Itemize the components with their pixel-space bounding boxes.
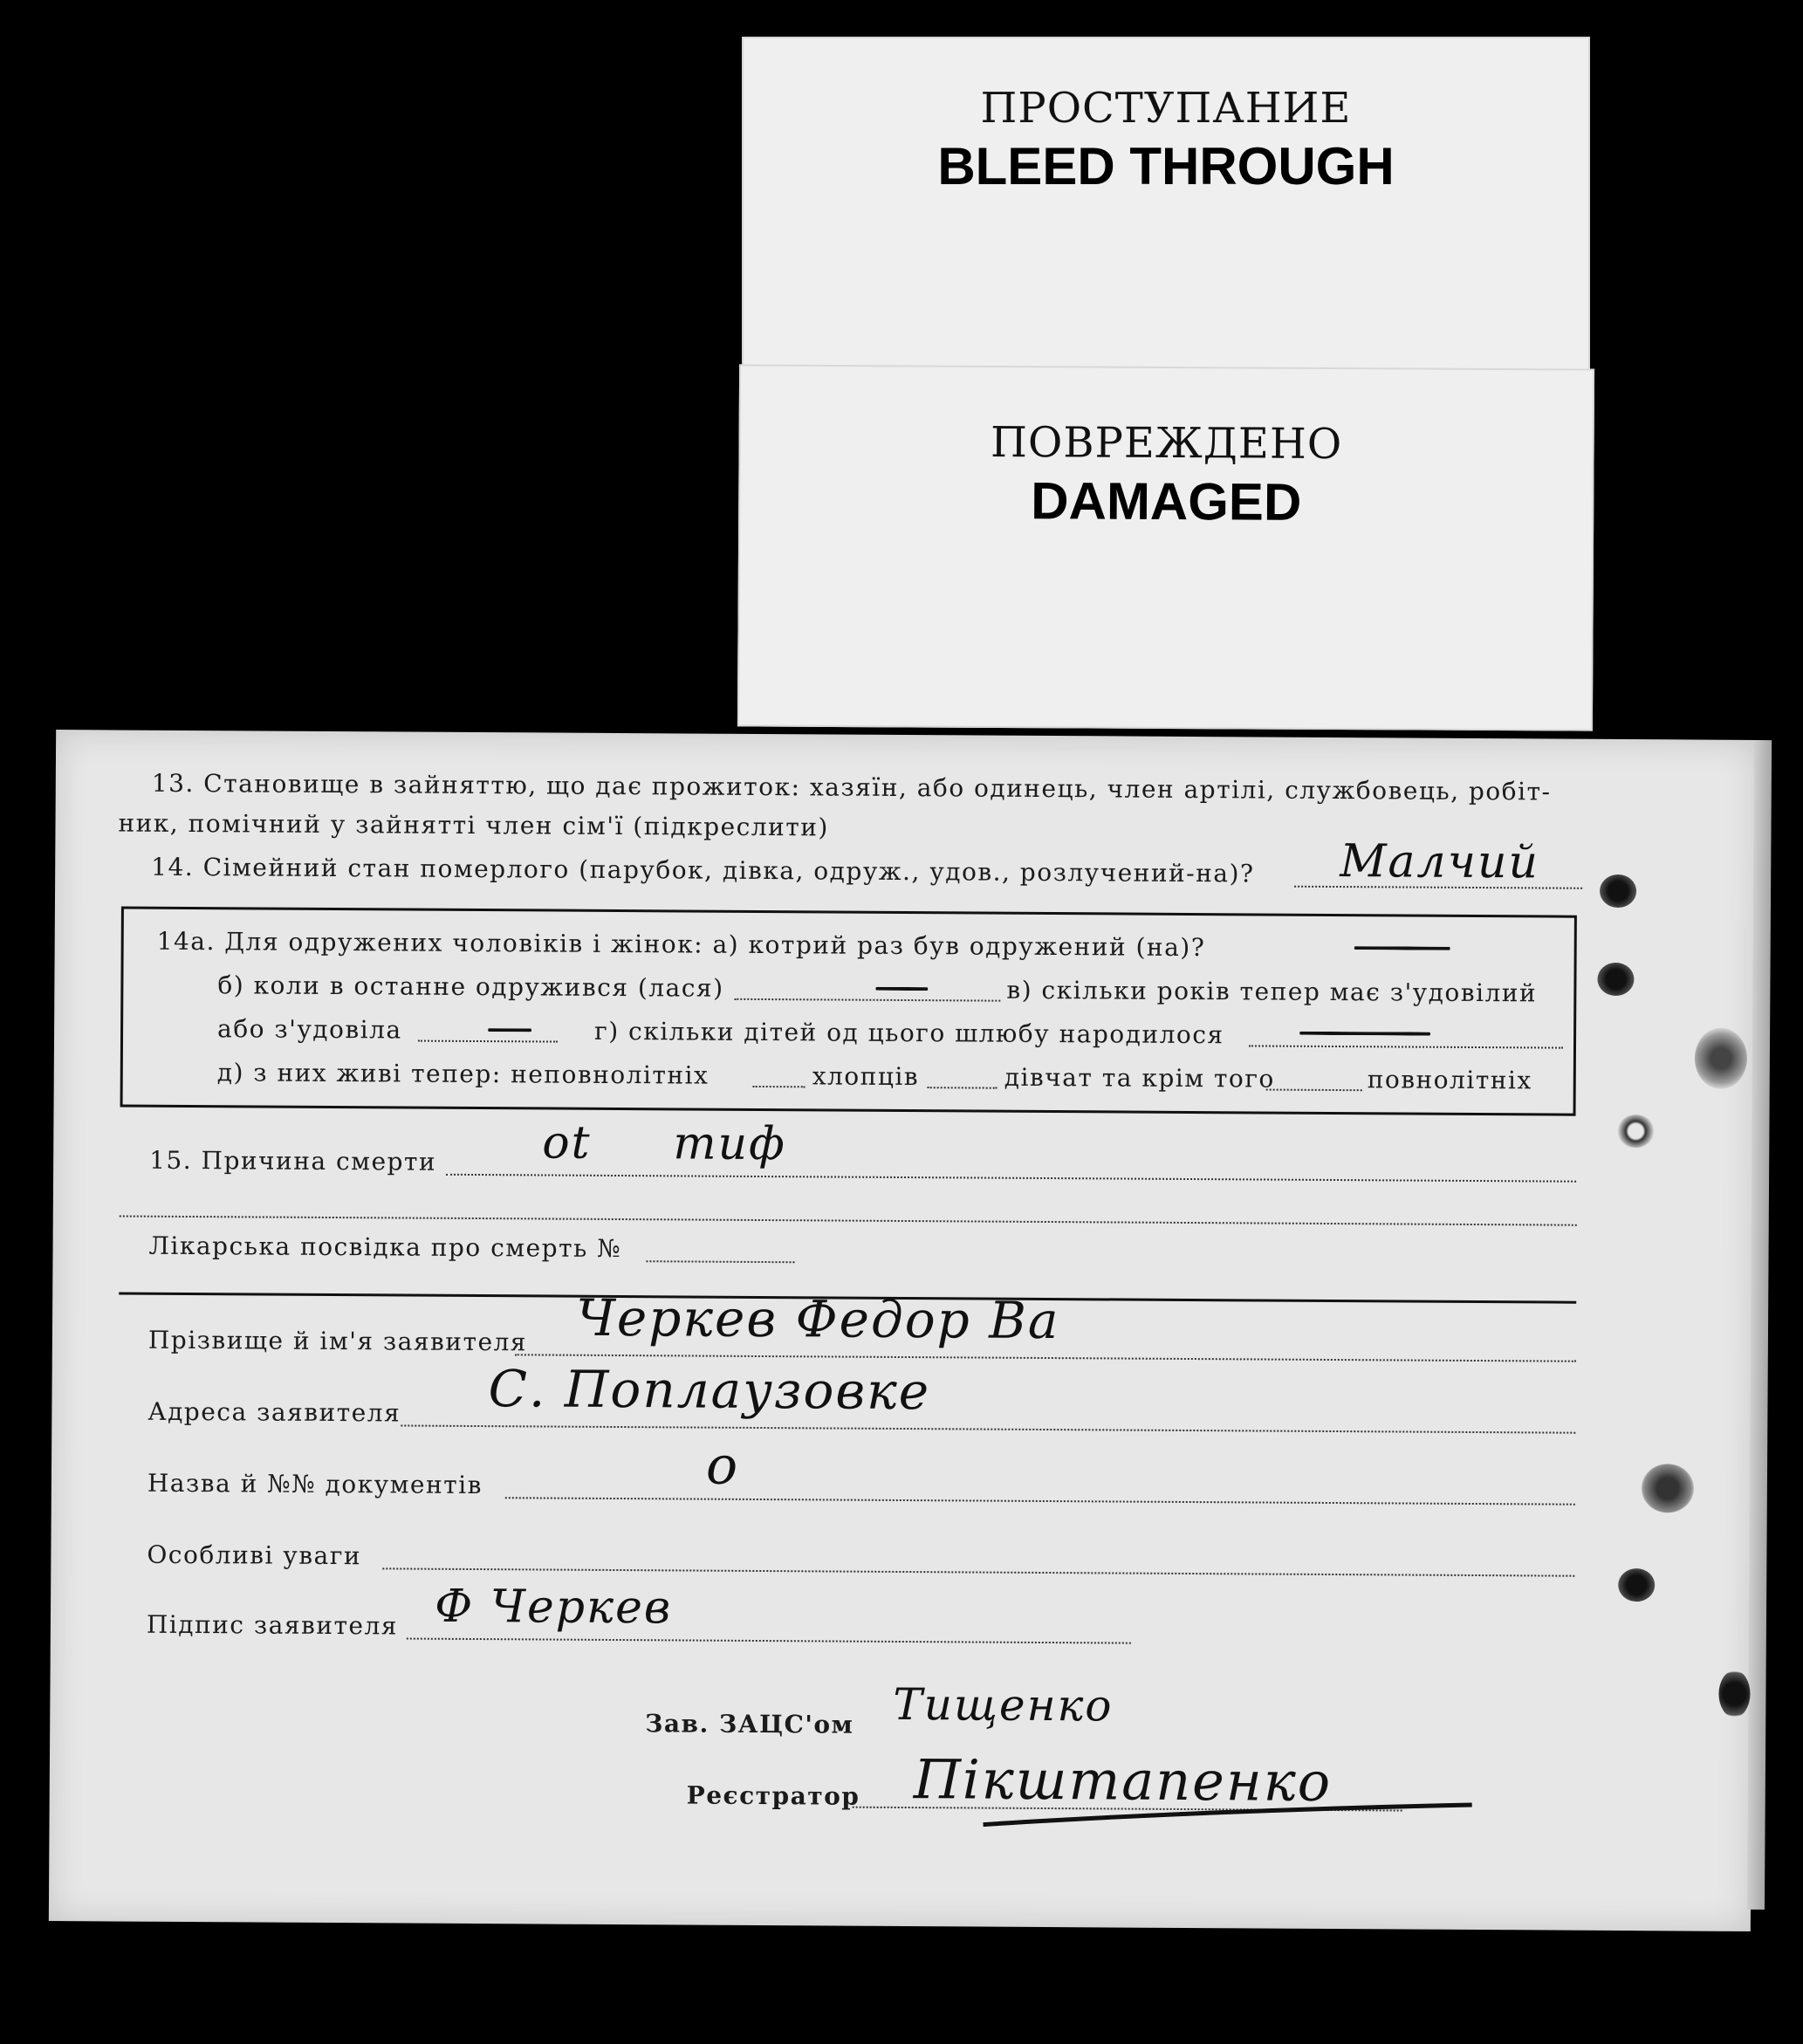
dots: [418, 1040, 558, 1043]
applicant-address-value: С. Поплаузовке: [488, 1359, 931, 1422]
card-edge: [1747, 740, 1772, 1910]
binding-hole: [1600, 875, 1636, 908]
q14a-line2b: в) скільки років тепер має з'удовілий: [1006, 975, 1538, 1008]
signature-label: Підпис заявителя: [146, 1609, 399, 1641]
q15-value-2: тиф: [673, 1117, 786, 1171]
q14-label: 14. Сімейний стан померлого (парубок, дівка, одруж., удов., розлучений-на)?: [151, 852, 1255, 888]
q14a-dash-v: [488, 1028, 531, 1032]
q13-line2: ник, помічний у зайнятті член сім'ї (підкреслити): [118, 808, 829, 842]
registrar-signature: Пікштапенко: [913, 1747, 1333, 1814]
slip-ru-text: ПОВРЕЖДЕНО: [990, 417, 1343, 470]
applicant-address-label: Адреса заявителя: [147, 1396, 401, 1428]
applicant-address-dots: [401, 1424, 1575, 1433]
damaged-slip: [737, 364, 1594, 730]
slip-ru-text: ПРОСТУПАНИЕ: [980, 84, 1352, 133]
q14a-box: [120, 907, 1577, 1116]
dots: [734, 998, 1000, 1002]
applicant-name-value: Черкев Федор Ва: [575, 1287, 1060, 1351]
applicant-signature: Ф Черкев: [434, 1580, 673, 1635]
documents-dots: [505, 1497, 1575, 1505]
registrar-label: Реєстратор: [686, 1780, 860, 1811]
q14a-line3b: г) скільки дітей од цього шлюбу народилося: [593, 1016, 1224, 1050]
q14a-line4c: дівчат та крім того: [1004, 1062, 1275, 1094]
notes-label: Особливі уваги: [147, 1540, 362, 1571]
stain: [1695, 1028, 1747, 1089]
q15-value: ot: [542, 1116, 592, 1169]
q14a-line4d: повнолітніх: [1367, 1065, 1532, 1095]
q14a-dash-b: [875, 987, 928, 991]
documents-label: Назва й №№ документів: [147, 1468, 483, 1500]
dots: [928, 1087, 997, 1088]
head-label: Зав. ЗАЦС'ом: [645, 1709, 854, 1739]
notes-dots: [382, 1567, 1574, 1576]
slip-en-text: DAMAGED: [1031, 471, 1302, 532]
binding-hole: [1617, 1115, 1654, 1148]
binding-hole: [1718, 1670, 1750, 1718]
q13-line1: 13. Становище в зайняттю, що дає прожиток: хазяїн, або одинець, член артілі, службовець, робіт-: [151, 768, 1552, 806]
q14a-line1: 14а. Для одружених чоловіків і жінок: а) котрий раз був одружений (на)?: [156, 926, 1206, 963]
dots: [753, 1086, 806, 1087]
q15-label: 15. Причина смерти: [149, 1145, 437, 1176]
q15-dots: [446, 1174, 1576, 1183]
slip-en-text: BLEED THROUGH: [937, 137, 1395, 195]
signature-dots: [407, 1638, 1131, 1644]
binding-hole: [1642, 1464, 1694, 1512]
documents-value: о: [705, 1435, 740, 1497]
death-record-card: [49, 730, 1758, 1931]
dots: [1249, 1045, 1563, 1048]
q14a-dash-g: [1299, 1032, 1430, 1036]
q14a-line3a: або з'удовіла: [216, 1014, 402, 1045]
dots: [1266, 1089, 1362, 1092]
q14a-line4a: д) з них живі тепер: неповнолітніх: [216, 1058, 710, 1090]
applicant-name-label: Прізвище й ім'я заявителя: [147, 1325, 528, 1357]
medical-certificate-label: Лікарська посвідка про смерть №: [148, 1231, 622, 1264]
binding-hole: [1618, 1568, 1655, 1602]
registrar-signature-underline: [974, 1790, 1480, 1846]
bleed-through-slip: [742, 37, 1590, 403]
q15-dots-2: [120, 1216, 1577, 1226]
medical-dots: [646, 1260, 794, 1263]
q14a-dash-a: [1354, 946, 1450, 950]
binding-hole: [1597, 963, 1634, 996]
q14a-line4b: хлопців: [812, 1061, 920, 1092]
head-signature: Тищенко: [893, 1678, 1114, 1732]
q14a-line2a: б) коли в останне одружився (лася): [217, 971, 724, 1003]
q14-value: Малчий: [1340, 835, 1540, 889]
